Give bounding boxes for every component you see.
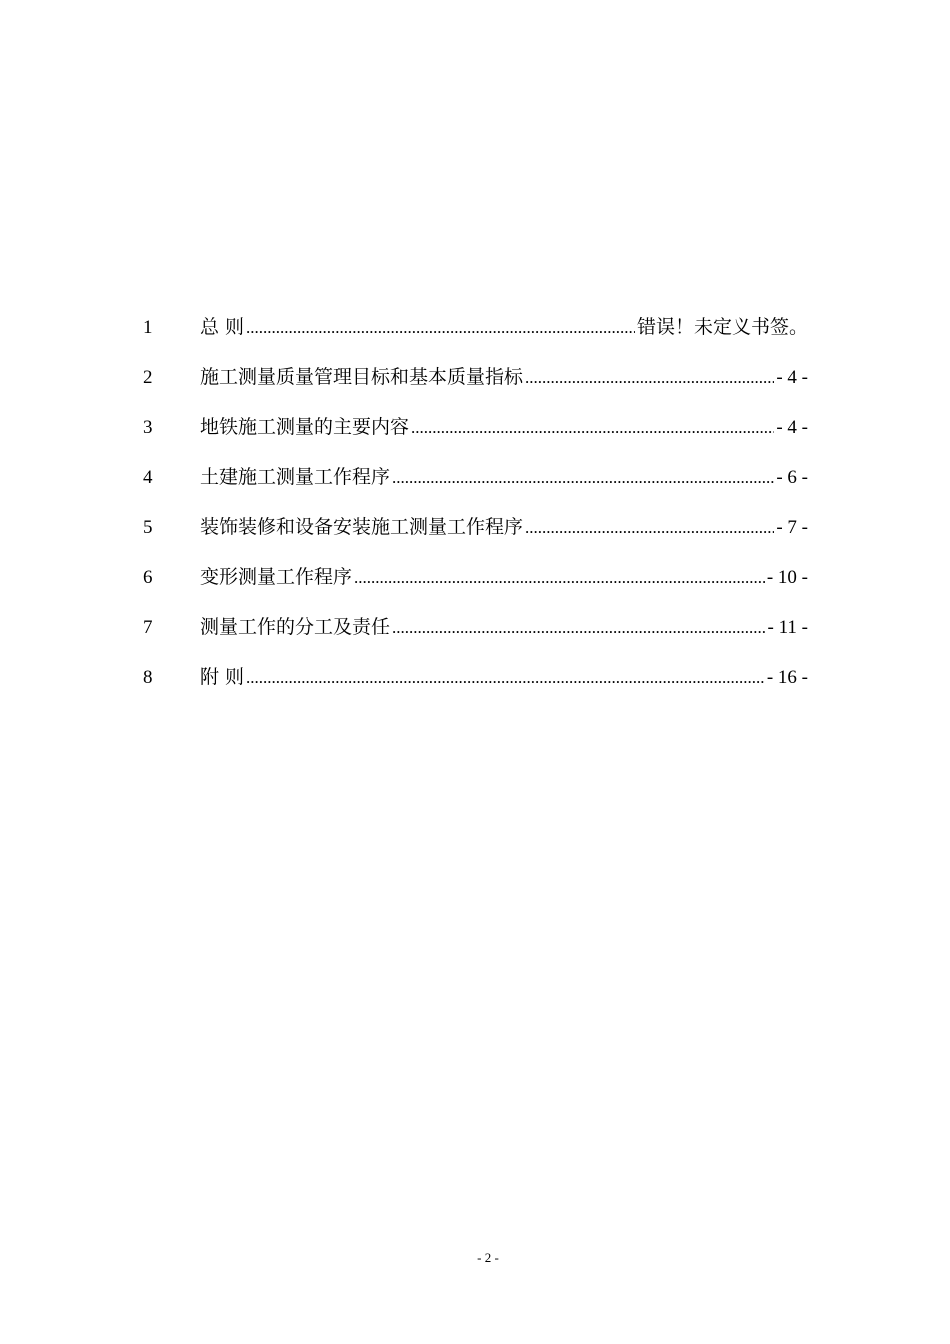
toc-entry-number: 5 bbox=[143, 517, 153, 538]
toc-entry-number: 3 bbox=[143, 417, 153, 438]
toc-entry-6[interactable] bbox=[143, 563, 808, 613]
toc-leader-dots bbox=[525, 364, 774, 392]
toc-entry-3[interactable] bbox=[143, 413, 808, 463]
toc-entry-title: 土建施工测量工作程序 bbox=[200, 466, 391, 488]
toc-entry-page: - 16 - bbox=[766, 667, 808, 688]
toc-leader-dots bbox=[392, 464, 774, 492]
page-number-footer: - 2 - bbox=[477, 1250, 499, 1265]
toc-entry-number: 8 bbox=[143, 667, 153, 688]
toc-entry-title: 总 则 bbox=[200, 316, 245, 338]
toc-entry-5[interactable] bbox=[143, 513, 808, 563]
toc-entry-page: 错误！未定义书签。 bbox=[636, 316, 808, 338]
toc-leader-dots bbox=[354, 564, 765, 592]
toc-entry-1[interactable] bbox=[143, 313, 808, 363]
toc-entry-title: 附 则 bbox=[200, 666, 245, 688]
toc-entry-number: 6 bbox=[143, 567, 153, 588]
toc-leader-dots bbox=[246, 314, 635, 342]
toc-entry-title: 施工测量质量管理目标和基本质量指标 bbox=[200, 366, 524, 388]
toc-entry-8[interactable] bbox=[143, 663, 808, 713]
toc-entry-2[interactable] bbox=[143, 363, 808, 413]
toc-leader-dots bbox=[525, 514, 774, 542]
table-of-contents bbox=[143, 313, 808, 713]
toc-entry-page: - 7 - bbox=[776, 517, 808, 538]
toc-entry-page: - 10 - bbox=[766, 567, 808, 588]
toc-entry-4[interactable] bbox=[143, 463, 808, 513]
toc-entry-title: 测量工作的分工及责任 bbox=[200, 616, 391, 638]
toc-entry-number: 4 bbox=[143, 467, 153, 488]
toc-leader-dots bbox=[392, 614, 766, 642]
toc-leader-dots bbox=[246, 664, 765, 692]
toc-entry-title: 装饰装修和设备安装施工测量工作程序 bbox=[200, 516, 524, 538]
toc-entry-title: 变形测量工作程序 bbox=[200, 566, 353, 588]
toc-entry-page: - 6 - bbox=[776, 467, 808, 488]
toc-entry-number: 1 bbox=[143, 317, 153, 338]
toc-entry-page: - 4 - bbox=[776, 417, 808, 438]
toc-leader-dots bbox=[411, 414, 774, 442]
toc-entry-number: 7 bbox=[143, 617, 153, 638]
toc-entry-number: 2 bbox=[143, 367, 153, 388]
toc-entry-title: 地铁施工测量的主要内容 bbox=[200, 416, 410, 438]
toc-entry-7[interactable] bbox=[143, 613, 808, 663]
toc-entry-page: - 4 - bbox=[776, 367, 808, 388]
toc-entry-page: - 11 - bbox=[767, 617, 808, 638]
